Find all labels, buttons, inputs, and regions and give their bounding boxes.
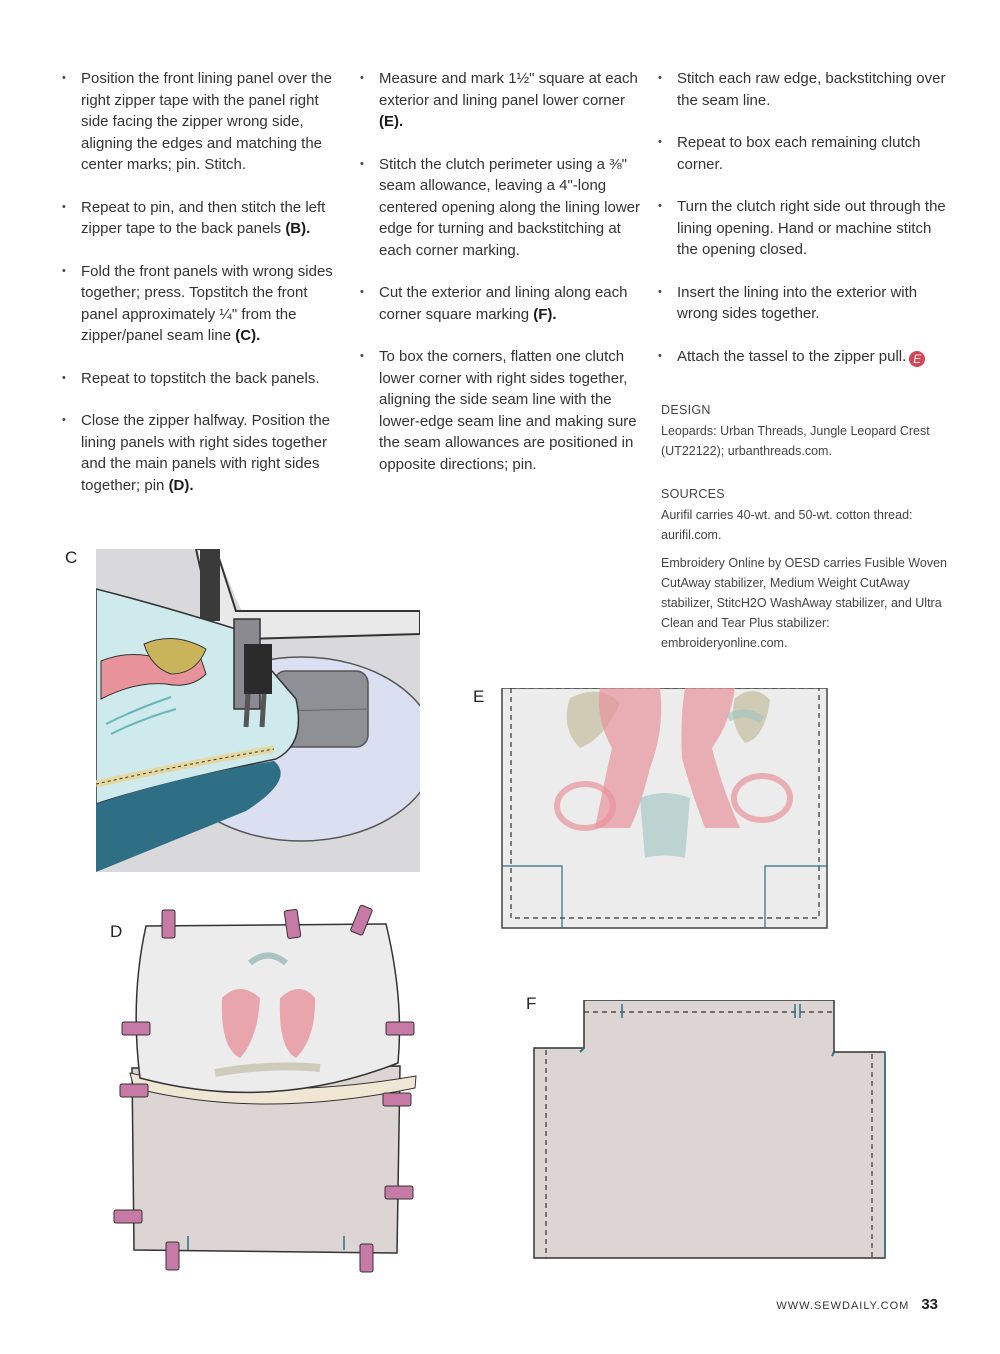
step-item: • Fold the front panels with wrong sides together; press. Topstitch the front panel approximately ¼" from the zipper/panel seam line (C). bbox=[62, 261, 347, 347]
instructions-column-2 bbox=[360, 68, 645, 496]
step-item: • Repeat to pin, and then stitch the left zipper tape to the back panels (B). bbox=[62, 197, 347, 240]
design-text: Leopards: Urban Threads, Jungle Leopard Crest (UT22122); urbanthreads.com. bbox=[661, 424, 930, 458]
step-item: • Repeat to topstitch the back panels. bbox=[62, 368, 347, 390]
step-item: • Position the front lining panel over the right zipper tape with the panel right side facing the zipper wrong side, aligning the edges and matching the center marks; pin. Stitch. bbox=[62, 68, 347, 176]
step-item: • Close the zipper halfway. Position the lining panels with right sides together and the main panels with right sides together; pin (D). bbox=[62, 410, 347, 496]
design-heading: DESIGN bbox=[661, 403, 711, 417]
figure-e-label: E bbox=[473, 687, 485, 706]
step-item: • Cut the exterior and lining along each corner square marking (F). bbox=[360, 282, 645, 325]
figure-e-corner-marks bbox=[500, 688, 830, 930]
design-credit bbox=[661, 403, 951, 469]
page-number: 33 bbox=[921, 1296, 938, 1313]
step-item: • Stitch each raw edge, backstitching over the seam line. bbox=[658, 68, 950, 111]
footer-website: WWW.SEWDAILY.COM bbox=[776, 1300, 910, 1312]
page-footer bbox=[776, 1296, 938, 1313]
step-item: • To box the corners, flatten one clutch lower corner with right sides together, aligning the side seam line with the lower-edge seam line and making sure the seam allowances are positioned in opposite directions; pin. bbox=[360, 346, 645, 475]
figure-c-label: C bbox=[65, 548, 78, 567]
step-item: • Insert the lining into the exterior with wrong sides together. bbox=[658, 282, 950, 325]
figure-d-label: D bbox=[110, 922, 123, 941]
step-item: • Stitch the clutch perimeter using a ⅜" seam allowance, leaving a 4"-long centered opening along the lining lower edge for turning and backstitching at each corner marking. bbox=[360, 154, 645, 262]
instructions-column-1 bbox=[62, 68, 347, 517]
sources-credit bbox=[661, 487, 951, 661]
sources-text-oesd: Embroidery Online by OESD carries Fusible Woven CutAway stabilizer, Medium Weight CutAway stabilizer, StitcH2O WashAway stabilizer, and Ultra Clean and Tear Plus stabilizer: embroideryonline.com. bbox=[661, 556, 947, 650]
figure-d-pinned-panels bbox=[110, 898, 422, 1278]
figure-f-cut-corners bbox=[532, 1000, 888, 1260]
step-item: • Turn the clutch right side out through the lining opening. Hand or machine stitch the opening closed. bbox=[658, 196, 950, 261]
figure-f-label: F bbox=[526, 994, 537, 1013]
sources-text-aurifil: Aurifil carries 40-wt. and 50-wt. cotton thread: aurifil.com. bbox=[661, 508, 913, 542]
instructions-column-3 bbox=[658, 68, 950, 388]
step-item: • Attach the tassel to the zipper pull. E bbox=[658, 346, 950, 368]
step-item: • Measure and mark 1½" square at each exterior and lining panel lower corner (E). bbox=[360, 68, 645, 133]
sources-heading: SOURCES bbox=[661, 487, 725, 501]
step-item: • Repeat to box each remaining clutch corner. bbox=[658, 132, 950, 175]
figure-c-sewing-machine bbox=[96, 549, 420, 872]
end-mark-icon: E bbox=[909, 351, 925, 367]
